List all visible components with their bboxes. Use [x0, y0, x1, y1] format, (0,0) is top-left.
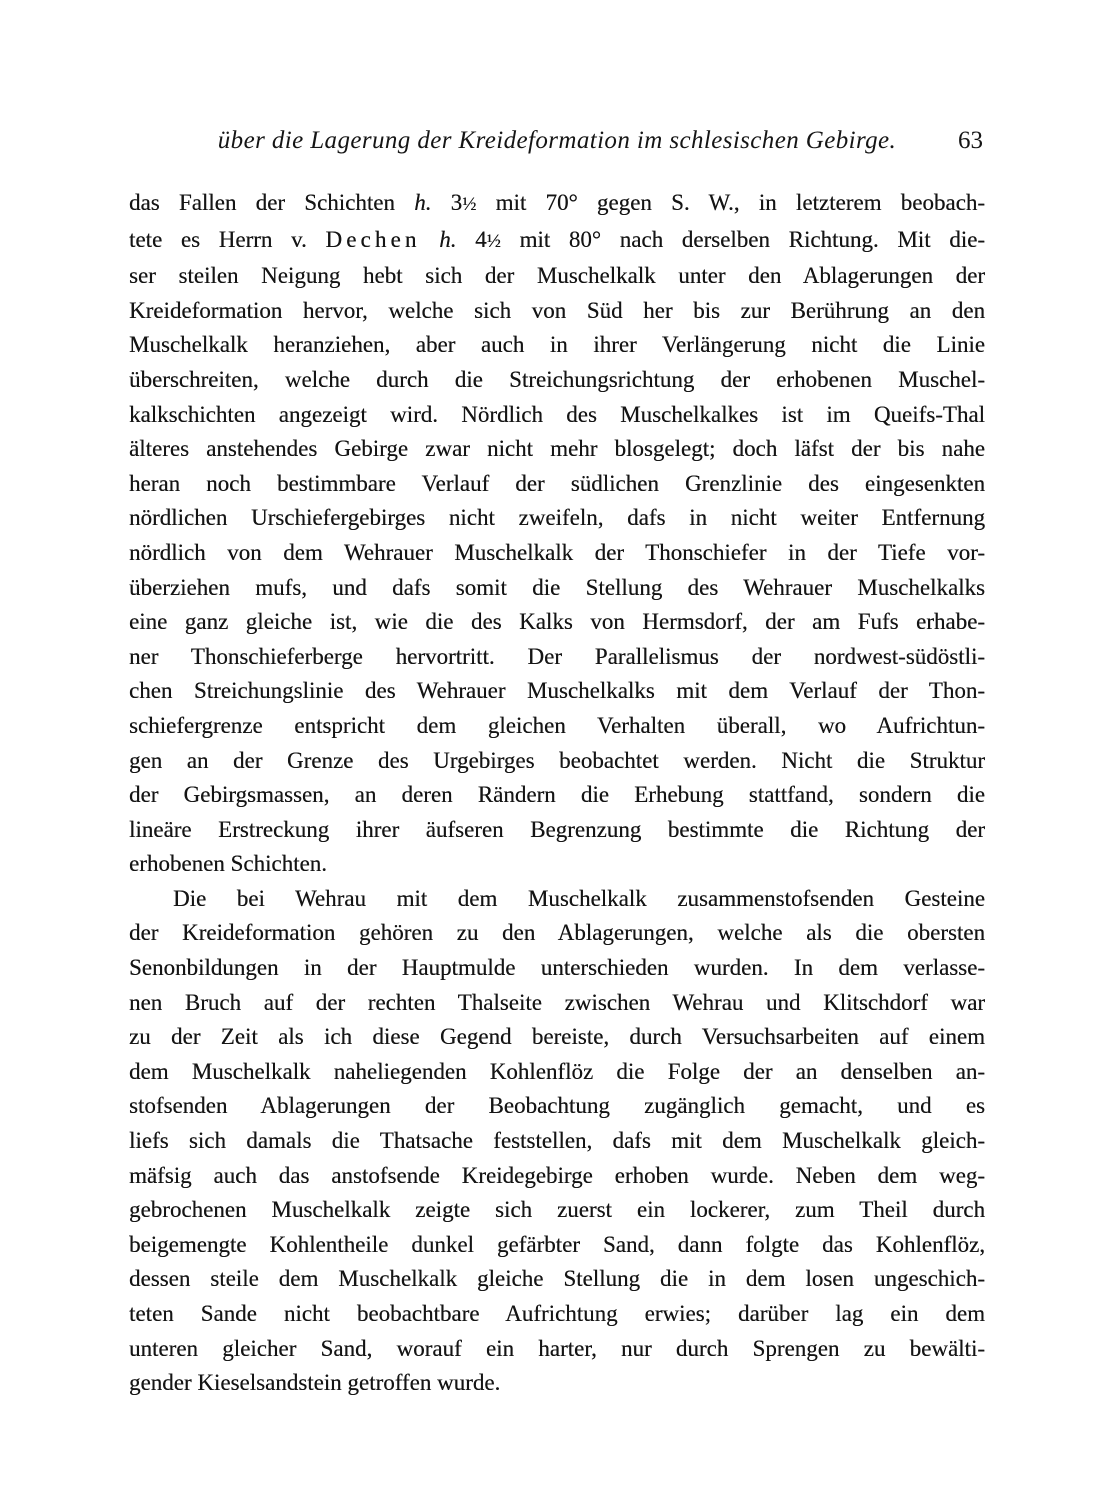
text-line: Kreideformation hervor, welche sich von Süd her bis zur Berührung an den: [129, 297, 985, 323]
italic-text: h.: [414, 190, 432, 215]
text-line: schiefergrenze entspricht dem gleichen Verhalten überall, wo Aufrichtun-: [129, 712, 985, 738]
running-title: über die Lagerung der Kreideformation im schlesischen Gebirge.: [217, 127, 897, 154]
text-line: gebrochenen Muschelkalk zeigte sich zuerst ein lockerer, zum Theil durch: [129, 1197, 985, 1223]
text-line: Senonbildungen in der Hauptmulde unterschieden wurden. In dem verlasse-: [129, 955, 985, 981]
text-line: heran noch bestimmbare Verlauf der südlichen Grenzlinie des eingesenkten: [129, 470, 985, 496]
text-line: [129, 223, 985, 260]
text-line: Muschelkalk heranziehen, aber auch in ihrer Verlängerung nicht die Linie: [129, 332, 985, 358]
running-header: [129, 126, 985, 162]
text-line: gen an der Grenze des Urgebirges beobachtet werden. Nicht die Struktur: [129, 747, 985, 773]
text-line: Die bei Wehrau mit dem Muschelkalk zusammenstofsenden Gesteine: [173, 885, 985, 911]
text-line: [129, 186, 985, 223]
fraction-text: ½: [462, 194, 477, 215]
text-line: lineäre Erstreckung ihrer äufseren Begrenzung bestimmte die Richtung der: [129, 816, 985, 842]
text-line: beigemengte Kohlentheile dunkel gefärbter Sand, dann folgte das Kohlenflöz,: [129, 1231, 985, 1257]
text-line: der Kreideformation gehören zu den Ablagerungen, welche als die obersten: [129, 920, 985, 946]
text-column: [129, 126, 985, 1401]
paragraph: [129, 882, 985, 1401]
page-body: [129, 186, 985, 1401]
text-line: überschreiten, welche durch die Streichungsrichtung der erhobenen Muschel-: [129, 366, 985, 392]
text-line: unteren gleicher Sand, worauf ein harter, nur durch Sprengen zu bewälti-: [129, 1335, 985, 1361]
text-line: stofsenden Ablagerungen der Beobachtung zugänglich gemacht, und es: [129, 1093, 985, 1119]
text-line: ser steilen Neigung hebt sich der Muschelkalk unter den Ablagerungen der: [129, 263, 985, 289]
paragraph: [129, 186, 985, 882]
text-line: gender Kieselsandstein getroffen wurde.: [129, 1370, 501, 1396]
text-line: älteres anstehendes Gebirge zwar nicht mehr blosgelegt; doch läfst der bis nahe: [129, 436, 985, 462]
text-line: nen Bruch auf der rechten Thalseite zwischen Wehrau und Klitschdorf war: [129, 989, 985, 1015]
text-segment: das Fallen der Schichten: [129, 190, 415, 215]
text-line: zu der Zeit als ich diese Gegend bereiste, durch Versuchsarbeiten auf einem: [129, 1024, 985, 1050]
text-line: mäfsig auch das anstofsende Kreidegebirge erhoben wurde. Neben dem weg-: [129, 1162, 985, 1188]
text-line: liefs sich damals die Thatsache feststellen, dafs mit dem Muschelkalk gleich-: [129, 1128, 985, 1154]
text-line: eine ganz gleiche ist, wie die des Kalks von Hermsdorf, der am Fufs erhabe-: [129, 609, 985, 635]
text-line: erhobenen Schichten.: [129, 851, 327, 877]
text-line: überziehen mufs, und dafs somit die Stellung des Wehrauer Muschelkalks: [129, 574, 985, 600]
text-segment: 4: [456, 226, 487, 252]
text-segment: mit 70° gegen S. W., in letzterem beobach-: [476, 190, 986, 215]
text-segment: mit 80° nach derselben Richtung. Mit die-: [500, 226, 986, 252]
text-segment: [421, 227, 440, 252]
text-line: nördlich von dem Wehrauer Muschelkalk der Thonschiefer in der Tiefe vor-: [129, 539, 985, 565]
text-line: dem Muschelkalk naheliegenden Kohlenflöz die Folge der an denselben an-: [129, 1058, 985, 1084]
italic-text: h.: [439, 226, 457, 252]
text-segment: 3: [431, 190, 463, 215]
fraction-text: ½: [486, 230, 501, 252]
text-line: kalkschichten angezeigt wird. Nördlich des Muschelkalkes ist im Queifs-Thal: [129, 401, 985, 427]
text-line: chen Streichungslinie des Wehrauer Muschelkalks mit dem Verlauf der Thon-: [129, 678, 985, 704]
text-line: ner Thonschieferberge hervortritt. Der Parallelismus der nordwest-südöstli-: [129, 643, 985, 669]
text-segment: tete es Herrn v.: [129, 226, 326, 252]
text-line: der Gebirgsmassen, an deren Rändern die Erhebung stattfand, sondern die: [129, 782, 985, 808]
letterspaced-name: Dechen: [325, 226, 421, 252]
text-line: dessen steile dem Muschelkalk gleiche Stellung die in dem losen ungeschich-: [129, 1266, 985, 1292]
text-line: nördlichen Urschiefergebirges nicht zweifeln, dafs in nicht weiter Entfernung: [129, 505, 985, 531]
text-line: teten Sande nicht beobachtbare Aufrichtung erwies; darüber lag ein dem: [129, 1301, 985, 1326]
page-number: 63: [958, 127, 983, 154]
